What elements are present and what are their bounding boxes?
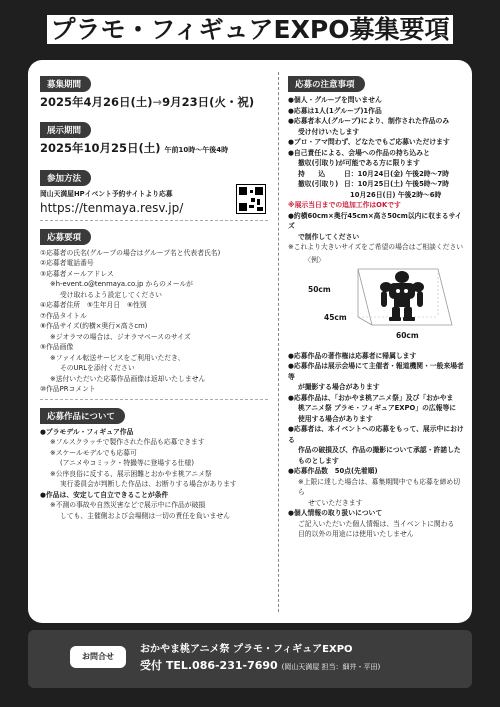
example-label: 〈例〉 [304, 255, 325, 264]
list-item: せていただきます [308, 498, 363, 507]
column-divider [278, 72, 279, 612]
list-item: ものとします [298, 456, 339, 465]
list-item: ※公序良俗に反する、展示困難とおかやま桃アニメ祭 [50, 469, 212, 478]
how-section [40, 166, 268, 216]
list-item: 実行委員会が判断した作品は、お断りする場合があります [60, 480, 237, 488]
list-item: ※ジオラマの場合は、ジオラマベースのサイズ [50, 332, 191, 341]
list-item: 撤収(引取り)が可能である方に限ります [298, 159, 420, 167]
list-item: 受け取れるよう設定してください [60, 290, 162, 299]
works-header: 応募作品について [40, 408, 125, 424]
list-item: ※フルスクラッチで製作された作品も応募できます [50, 438, 205, 446]
list-item: ①応募者の氏名(グループの場合はグループ名と代表者氏名) [40, 248, 221, 257]
list-item: ⑩作品PRコメント [40, 385, 96, 393]
list-item: ⑦作品タイトル [40, 311, 87, 320]
contact-footer [28, 630, 472, 688]
list-item: で制作してください [298, 232, 360, 241]
list-item: 使用する場合があります [298, 414, 373, 423]
list-item: ●応募作品は展示会場にて主催者・報道機関・一般来場者等 [288, 362, 464, 381]
list-item: ※ファイル転送サービスをご利用いただき、 [50, 353, 185, 362]
list-item: ※上限に達した場合は、募集期間中でも応募を締め切ら [298, 477, 461, 496]
list-item: ⑧作品サイズ(約横×奥行×高さcm) [40, 322, 148, 330]
schedule-label [298, 190, 344, 201]
reservation-url[interactable]: https://tenmaya.resv.jp/ [40, 200, 184, 215]
list-item: そのURLを添付ください [60, 364, 135, 372]
list-item: ②応募者電話番号 [40, 259, 94, 267]
list-item: ●個人・グループを問いません [288, 96, 382, 104]
list-item: が撮影する場合があります [298, 383, 380, 391]
period-value: 2025年4月26日(土)→9月23日(火・祝) [40, 95, 255, 109]
robot-size-illustration [288, 255, 466, 347]
list-item: ●応募作品の著作権は応募者に帰属します [288, 351, 417, 360]
list-item: ⑨作品画像 [40, 343, 74, 351]
red-note: ※展示当日までの追加工作はOKです [288, 201, 401, 209]
list-item: ●作品は、安定して自立できることが条件 [40, 490, 169, 499]
list-item: ※h-event.o@tenmaya.co.jp からのメールが [50, 280, 193, 288]
schedule-table [288, 169, 466, 201]
list-item: ●応募者本人(グループ)により、制作された作品のみ [288, 117, 450, 125]
info-card [28, 60, 472, 623]
notes-list-b [288, 211, 466, 253]
list-item: ●プラモデル・フィギュア作品 [40, 427, 134, 436]
list-item: 受け付けいたします [298, 127, 360, 136]
period-header: 募集期間 [40, 76, 91, 92]
width-label: 60cm [396, 330, 419, 340]
notes-header: 応募の注意事項 [288, 76, 365, 92]
height-label: 50cm [308, 284, 331, 294]
requirements-header: 応募要項 [40, 229, 91, 245]
list-item: ●自己責任による、会場への作品の持ち込みと [288, 148, 430, 157]
schedule-label: 撤収(引取り) [298, 180, 339, 188]
notes-list-a [288, 95, 466, 169]
list-item: 桃アニメ祭 プラモ・フィギュアEXPO」の広報等に [298, 404, 457, 412]
list-item: ※これより大きいサイズをご希望の場合はご相談ください [288, 243, 464, 251]
list-item: ※スケールモデルでも応募可 [50, 448, 137, 457]
list-item: ※不測の事故や自然災害などで展示中に作品が破損 [50, 501, 206, 509]
page-title: プラモ・フィギュアEXPO募集要項 [0, 10, 500, 46]
schedule-value: 日：10月24日(金) 午後2時～7時 [344, 169, 449, 178]
footer-phone: 受付 TEL.086-231-7690 (岡山天満屋 担当：細井・平田) [140, 659, 381, 672]
how-note: 岡山天満屋HPイベント予約サイトより応募 [40, 190, 173, 198]
left-column [40, 72, 268, 521]
list-item: ④応募者住所 ⑤生年月日 ⑥性別 [40, 301, 147, 309]
contact-button[interactable]: お問合せ [70, 646, 126, 668]
list-item: しても、主催側および会場側は一切の責任を負いません [60, 511, 230, 520]
notes-list-c [288, 351, 466, 540]
list-item: ※送付いただいた応募作品画像は返却いたしません [50, 374, 206, 383]
list-item: ●約横60cm×奥行45cm×高さ50cm以内に収まるサイズ [288, 211, 462, 230]
right-column [288, 72, 466, 540]
works-list [40, 427, 268, 522]
list-item: ご記入いただいた個人情報は、当イベントに関わる [298, 519, 455, 528]
list-item: ③応募者メールアドレス [40, 269, 114, 278]
list-item: (アニメやコミック・特撮等に登場する仕様) [60, 459, 194, 467]
depth-label: 45cm [324, 312, 347, 322]
requirements-list [40, 248, 268, 395]
qr-code-icon [236, 184, 266, 214]
list-item: 目的以外の用途には使用いたしません [298, 530, 414, 538]
list-item: ●個人情報の取り扱いについて [288, 509, 383, 517]
list-item: ●応募作品数 50点(先着順) [288, 467, 378, 475]
exhibit-value: 2025年10月25日(土) 午前10時～午後4時 [40, 141, 229, 155]
schedule-value: 10月26日(日) 午後2時～6時 [350, 190, 442, 199]
size-diagram [288, 255, 466, 347]
list-item: 作品の破損及び、作品の撮影について承認・許諾した [298, 446, 461, 454]
list-item: ●応募者は、本イベントへの応募をもって、展示中における [288, 425, 464, 444]
list-item: ●応募は1人(1グループ)1作品 [288, 106, 382, 115]
list-item: ●プロ・アマ問わず、どなたでもご応募いただけます [288, 138, 450, 146]
footer-event-name: おかやま桃アニメ祭 プラモ・フィギュアEXPO [140, 644, 353, 655]
schedule-value: 日：10月25日(土) 午後5時～7時 [344, 180, 449, 188]
exhibit-header: 展示期間 [40, 122, 91, 138]
schedule-label: 持 込 [298, 169, 326, 178]
how-header: 参加方法 [40, 170, 91, 186]
list-item: ●応募作品は、「おかやま桃アニメ祭」及び「おかやま [288, 393, 454, 402]
